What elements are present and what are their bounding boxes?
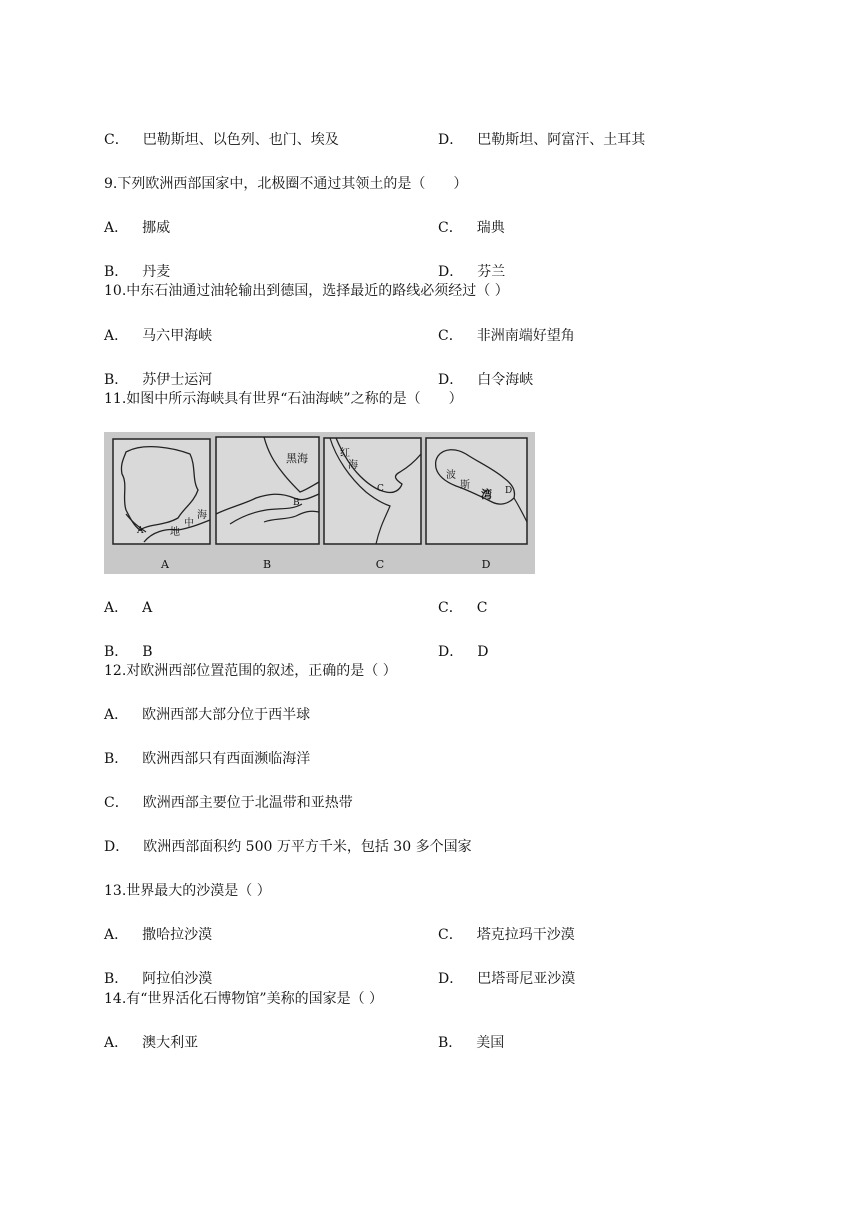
q12-option-d: D． 欧洲西部面积约 500 万平方千米，包括 30 多个国家	[104, 839, 472, 855]
q9-option-c: C． 瑞典	[438, 220, 505, 236]
q13-option-b: B． 阿拉伯沙漠	[104, 971, 213, 987]
q12-option-c: C． 欧洲西部主要位于北温带和亚热带	[104, 795, 353, 811]
q11-option-c: C． C	[438, 600, 488, 616]
q10-option-c: C． 非洲南端好望角	[438, 328, 575, 344]
caption-a: A	[161, 558, 169, 571]
map-a-sea-label-2: 中	[184, 518, 194, 529]
strait-maps-figure	[104, 432, 535, 574]
map-c-point-label: C	[377, 484, 384, 494]
map-panel-a	[113, 439, 210, 544]
map-d-point-label: D	[505, 486, 513, 496]
q11-stem: 11.如图中所示海峡具有世界“石油海峡”之称的是（ ）	[104, 391, 463, 407]
q11-option-a: A． A	[104, 600, 153, 616]
q13-option-a: A． 撒哈拉沙漠	[104, 927, 213, 943]
map-d-gulf-label-3: 湾	[481, 488, 492, 501]
q11-option-b: B． B	[104, 644, 153, 660]
q10-option-a: A． 马六甲海峡	[104, 328, 213, 344]
q12-option-a: A． 欧洲西部大部分位于西半球	[104, 707, 311, 723]
q12-stem: 12.对欧洲西部位置范围的叙述，正确的是（ ）	[104, 663, 397, 679]
q12-option-b: B． 欧洲西部只有西面濒临海洋	[104, 751, 311, 767]
q9-option-d: D． 芬兰	[438, 264, 506, 280]
caption-b: B	[262, 558, 272, 571]
map-b-sea-label: 黑海	[286, 452, 308, 465]
q9-stem: 9.下列欧洲西部国家中，北极圈不通过其领土的是（ ）	[104, 176, 468, 192]
q9-option-a: A． 挪威	[104, 220, 171, 236]
map-panel-d	[426, 438, 527, 544]
q14-stem: 14.有“世界活化石博物馆”美称的国家是（ ）	[104, 991, 384, 1007]
strait-maps-svg	[104, 432, 535, 574]
q10-option-d: D． 白令海峡	[438, 372, 534, 388]
q13-option-c: C． 塔克拉玛干沙漠	[438, 927, 575, 943]
caption-c: C	[375, 558, 385, 571]
map-panel-b	[216, 437, 319, 544]
q10-option-b: B． 苏伊士运河	[104, 372, 213, 388]
q13-stem: 13.世界最大的沙漠是（ ）	[104, 883, 271, 899]
map-c-sea-label-2: 海	[348, 460, 358, 471]
map-d-gulf-label-2: 斯	[460, 480, 470, 491]
q9-option-b: B． 丹麦	[104, 264, 171, 280]
q8-option-d: D． 巴勒斯坦、阿富汗、土耳其	[438, 132, 646, 148]
map-c-sea-label-1: 红	[340, 448, 350, 459]
map-a-point-label: A	[137, 526, 144, 536]
map-panel-c	[324, 438, 421, 544]
q14-option-a: A． 澳大利亚	[104, 1035, 199, 1051]
q13-option-d: D． 巴塔哥尼亚沙漠	[438, 971, 576, 987]
q14-option-b: B． 美国	[438, 1035, 505, 1051]
q10-stem: 10.中东石油通过油轮输出到德国，选择最近的路线必须经过（ ）	[104, 283, 509, 299]
map-b-point-label: B	[293, 498, 300, 508]
map-a-sea-label-3: 海	[197, 510, 207, 521]
q11-option-d: D． D	[438, 644, 489, 660]
map-a-sea-label-1: 地	[170, 527, 180, 538]
q8-option-c: C． 巴勒斯坦、以色列、也门、埃及	[104, 132, 339, 148]
caption-d: D	[481, 558, 491, 571]
map-d-gulf-label-1: 波	[446, 470, 456, 481]
